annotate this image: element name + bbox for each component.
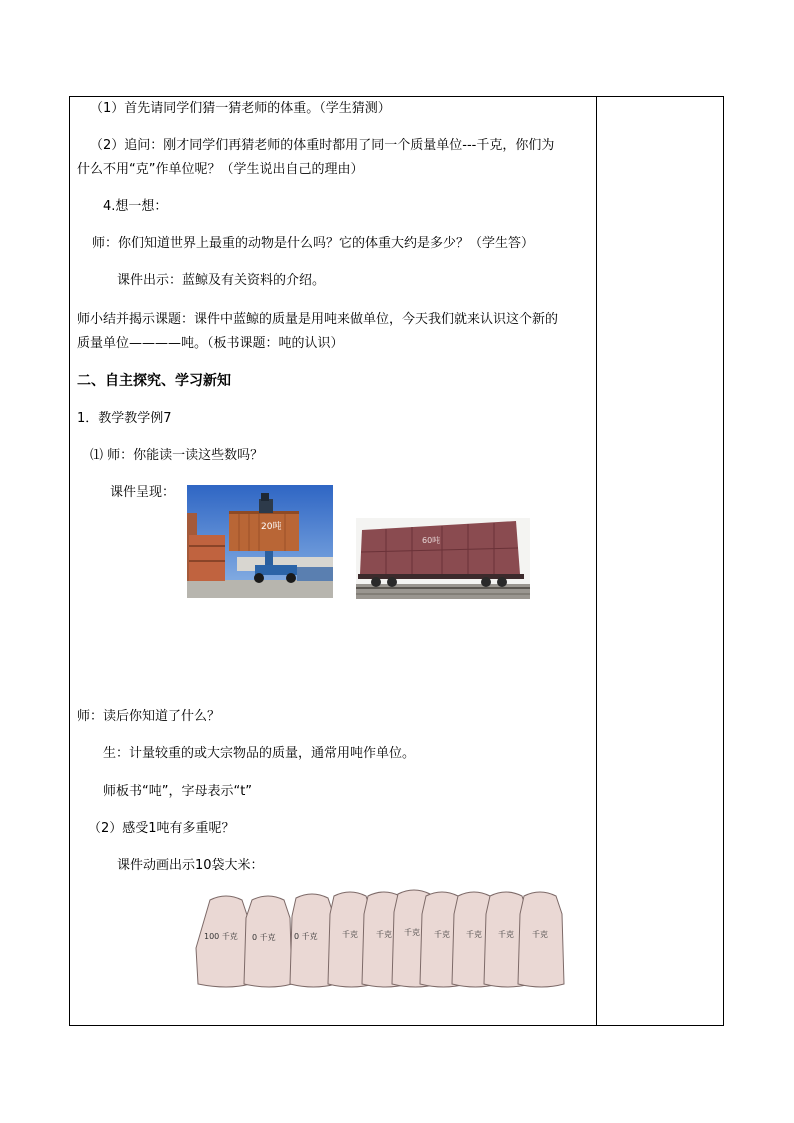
container-lifter-photo: [187, 485, 333, 598]
text-line-what-learned: 师：读后你知道了什么？: [77, 709, 221, 724]
rice-bag: [244, 896, 292, 987]
bag-label: 0 千克: [294, 932, 318, 941]
text-line-example: 1．教学教学例7: [77, 411, 172, 426]
text-line-read-numbers: ⑴ 师：你能读一读这些数吗？: [90, 448, 264, 463]
text-line-heaviest-animal: 师：你们知道世界上最重的动物是什么吗？它的体重大约是多少？（学生答）: [92, 236, 535, 251]
text-line-follow-up-2: 什么不用“克”作单位呢？（学生说出自己的理由）: [77, 162, 364, 177]
wagon-label: 60吨: [422, 536, 441, 545]
section-heading: 二、自主探究、学习新知: [77, 373, 231, 389]
text-line-blue-whale: 课件出示：蓝鲸及有关资料的介绍。: [117, 273, 326, 288]
bag-label: 千克: [532, 930, 548, 939]
rice-bag: [518, 892, 564, 987]
container-label: 20吨: [261, 522, 282, 532]
text-line-summary-2: 质量单位————吨。（板书课题：吨的认识）: [77, 336, 344, 351]
bag-label: 千克: [342, 930, 358, 939]
text-line-guess-weight: （1）首先请同学们猜一猜老师的体重。（学生猜测）: [90, 101, 391, 116]
text-line-ten-bags: 课件动画出示10袋大米：: [117, 858, 264, 873]
bag-label: 千克: [466, 930, 482, 939]
bag-label: 千克: [498, 930, 514, 939]
bag-label: 千克: [376, 930, 392, 939]
text-line-feel-one-ton: （2）感受1吨有多重呢？: [88, 821, 235, 836]
rice-bag: [196, 896, 250, 987]
text-line-board-write: 师板书“吨”，字母表示“t”: [103, 784, 253, 799]
bag-label: 千克: [404, 928, 420, 937]
text-line-think: 4.想一想：: [103, 199, 168, 214]
text-line-summary-1: 师小结并揭示课题：课件中蓝鲸的质量是用吨来做单位，今天我们就来认识这个新的: [77, 312, 559, 327]
bag-label: 千克: [434, 930, 450, 939]
bag-label: 100 千克: [204, 932, 238, 941]
rice-bags-illustration: [190, 888, 580, 993]
bag-label: 0 千克: [252, 933, 276, 942]
text-line-courseware: 课件呈现：: [110, 485, 176, 500]
railway-wagon-photo: [356, 518, 530, 599]
table-column-divider: [596, 96, 597, 1026]
text-line-follow-up-1: （2）追问：刚才同学们再猜老师的体重时都用了同一个质量单位---千克，你们为: [90, 138, 555, 153]
text-line-student-answer: 生：计量较重的或大宗物品的质量，通常用吨作单位。: [103, 746, 416, 761]
